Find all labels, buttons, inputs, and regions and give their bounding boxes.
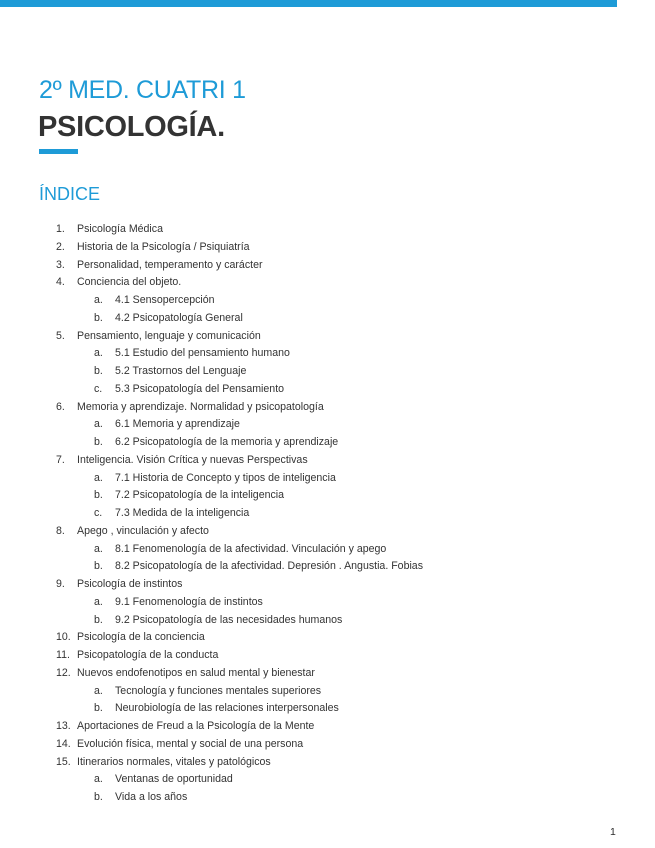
- toc-subitem: [94, 541, 636, 559]
- toc-item: [56, 239, 636, 257]
- toc-subitem-label: 7.2 Psicopatología de la inteligencia: [115, 489, 285, 502]
- toc-subitem-letter: a.: [94, 773, 103, 786]
- toc-item: [56, 257, 636, 275]
- toc-subitem-label: 9.2 Psicopatología de las necesidades humanos: [115, 613, 343, 626]
- toc-item: [56, 629, 636, 647]
- toc-subitem: [94, 363, 636, 381]
- toc-sublist: [56, 292, 636, 328]
- toc-item-number: 13.: [56, 720, 71, 732]
- document-subtitle: 2º MED. CUATRI 1: [39, 76, 246, 104]
- toc-item: [56, 274, 636, 327]
- toc-subitem-label: 6.1 Memoria y aprendizaje: [115, 418, 240, 431]
- toc-subitem-label: 8.2 Psicopatología de la afectividad. Depresión . Angustia. Fobias: [115, 560, 423, 573]
- toc-subitem: [94, 470, 636, 488]
- toc-item-number: 3.: [56, 258, 65, 271]
- toc-subitem-label: 5.3 Psicopatología del Pensamiento: [115, 382, 285, 395]
- toc-sublist: [56, 594, 636, 630]
- toc-sublist: [56, 541, 636, 577]
- toc-item: [56, 328, 636, 399]
- toc-subitem-letter: b.: [94, 365, 103, 377]
- toc-subitem-letter: a.: [94, 471, 103, 484]
- toc-sublist: [56, 470, 636, 523]
- toc-subitem-label: 5.2 Trastornos del Lenguaje: [115, 365, 247, 377]
- toc-sublist: [56, 416, 636, 452]
- toc-subitem: [94, 345, 636, 363]
- toc-subitem: [94, 558, 636, 576]
- toc-subitem: [94, 771, 636, 789]
- toc-item-label: Conciencia del objeto.: [77, 276, 182, 289]
- toc-item-number: 11.: [56, 649, 70, 661]
- toc-subitem-label: Vida a los años: [115, 791, 188, 803]
- toc-item-label: Historia de la Psicología / Psiquiatría: [77, 240, 250, 253]
- toc-item-label: Psicología de instintos: [77, 578, 183, 590]
- toc-item: [56, 523, 636, 576]
- toc-item-label: Pensamiento, lenguaje y comunicación: [77, 329, 261, 342]
- toc-item-label: Psicología de la conciencia: [77, 631, 205, 644]
- toc-item-number: 5.: [56, 329, 65, 342]
- toc-item: [56, 736, 636, 754]
- toc-item: [56, 665, 636, 718]
- toc-item-label: Inteligencia. Visión Crítica y nuevas Perspectivas: [77, 453, 308, 466]
- toc-subitem-label: 5.1 Estudio del pensamiento humano: [115, 347, 290, 360]
- toc-subitem-label: 9.1 Fenomenología de instintos: [115, 595, 263, 608]
- toc-item-number: 12.: [56, 666, 71, 679]
- toc-item: [56, 718, 636, 736]
- toc-subitem: [94, 594, 636, 612]
- toc-subitem: [94, 612, 636, 630]
- toc-subitem-letter: a.: [94, 418, 103, 431]
- toc-item-number: 7.: [56, 453, 65, 466]
- toc-subitem: [94, 292, 636, 310]
- toc-subitem-letter: a.: [94, 542, 103, 555]
- toc-item: [56, 647, 636, 665]
- toc-subitem-letter: b.: [94, 702, 103, 715]
- toc-subitem-label: Ventanas de oportunidad: [115, 773, 233, 786]
- toc-subitem-letter: a.: [94, 684, 103, 697]
- toc-item: [56, 576, 636, 629]
- toc-subitem-letter: b.: [94, 613, 103, 626]
- toc-item: [56, 754, 636, 807]
- toc-item: [56, 221, 636, 239]
- toc-subitem-label: Tecnología y funciones mentales superiores: [115, 684, 322, 697]
- toc-sublist: [56, 345, 636, 398]
- toc-subitem-letter: c.: [94, 382, 103, 395]
- toc-item-label: Evolución física, mental y social de una persona: [77, 737, 304, 750]
- toc-subitem-label: 7.3 Medida de la inteligencia: [115, 507, 250, 519]
- toc-item-number: 8.: [56, 524, 65, 537]
- title-underline: [39, 149, 78, 154]
- toc-subitem-letter: b.: [94, 791, 103, 803]
- toc-subitem-letter: a.: [94, 294, 103, 306]
- toc-item-number: 15.: [56, 755, 71, 768]
- toc-subitem: [94, 487, 636, 505]
- toc-item-label: Psicopatología de la conducta: [77, 649, 219, 661]
- toc-subitem-letter: b.: [94, 436, 103, 448]
- page-number: 1: [610, 826, 616, 838]
- toc-sublist: [56, 771, 636, 807]
- toc-subitem-letter: b.: [94, 560, 103, 573]
- toc-subitem-letter: a.: [94, 347, 103, 360]
- toc-subitem: [94, 789, 636, 807]
- toc-item-label: Aportaciones de Freud a la Psicología de la Mente: [77, 720, 315, 732]
- toc-subitem: [94, 434, 636, 452]
- toc-item-number: 14.: [56, 737, 71, 750]
- toc-item-number: 10.: [56, 631, 71, 644]
- toc-item-label: Memoria y aprendizaje. Normalidad y psicopatología: [77, 400, 324, 413]
- toc-item-label: Psicología Médica: [77, 223, 163, 235]
- toc-item-label: Personalidad, temperamento y carácter: [77, 258, 263, 271]
- toc-subitem-label: 4.2 Psicopatología General: [115, 311, 243, 324]
- toc-item-label: Nuevos endofenotipos en salud mental y bienestar: [77, 666, 315, 679]
- toc-item-label: Itinerarios normales, vitales y patológicos: [77, 755, 271, 768]
- table-of-contents: [56, 221, 636, 807]
- toc-subitem: [94, 700, 636, 718]
- document-title: PSICOLOGÍA.: [38, 111, 225, 143]
- toc-subitem: [94, 310, 636, 328]
- toc-subitem: [94, 381, 636, 399]
- toc-sublist: [56, 683, 636, 719]
- toc-subitem: [94, 505, 636, 523]
- toc-item-number: 2.: [56, 240, 65, 253]
- toc-item: [56, 452, 636, 523]
- toc-item-label: Apego , vinculación y afecto: [77, 524, 209, 537]
- toc-subitem-label: 4.1 Sensopercepción: [115, 294, 215, 306]
- toc-subitem: [94, 416, 636, 434]
- toc-subitem-label: Neurobiología de las relaciones interpersonales: [115, 702, 339, 715]
- toc-item: [56, 399, 636, 452]
- toc-subitem: [94, 683, 636, 701]
- toc-subitem-letter: b.: [94, 311, 103, 324]
- toc-subitem-label: 7.1 Historia de Concepto y tipos de inteligencia: [115, 471, 336, 484]
- toc-subitem-label: 6.2 Psicopatología de la memoria y aprendizaje: [115, 436, 339, 448]
- toc-item-number: 1.: [56, 223, 65, 235]
- top-accent-bar: [0, 0, 617, 7]
- toc-subitem-letter: c.: [94, 507, 103, 519]
- index-heading: ÍNDICE: [39, 184, 101, 204]
- toc-subitem-label: 8.1 Fenomenología de la afectividad. Vinculación y apego: [115, 542, 387, 555]
- toc-subitem-letter: a.: [94, 595, 103, 608]
- toc-item-number: 9.: [56, 578, 65, 590]
- toc-item-number: 4.: [56, 276, 65, 289]
- toc-item-number: 6.: [56, 400, 65, 413]
- toc-subitem-letter: b.: [94, 489, 103, 502]
